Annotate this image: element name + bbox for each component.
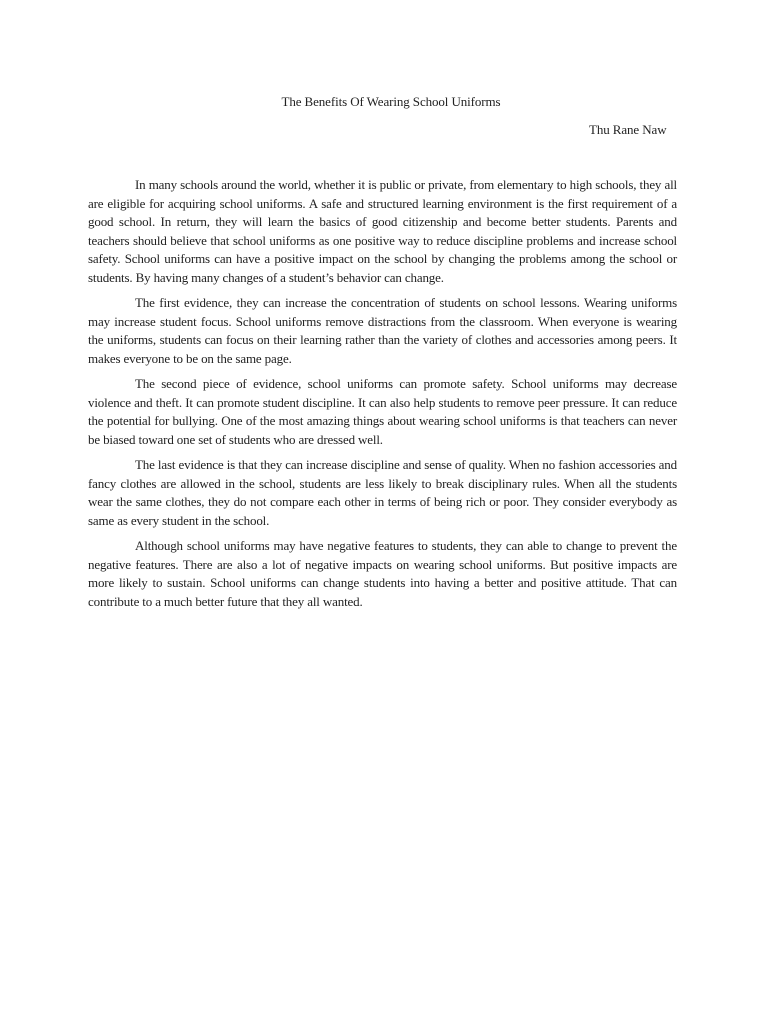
- paragraph-concentration: The first evidence, they can increase the concentration of students on school lessons. Wearing uniforms may increase student focus. School uniforms remove distractions from the classroom. When everyone is wearing the uniforms, students can focus on their learning rather than the variety of clothes and accessories among peers. It makes everyone to be on the same page.: [88, 295, 677, 366]
- paragraph-discipline: The last evidence is that they can increase discipline and sense of quality. When no fashion accessories and fancy clothes are allowed in the school, students are less likely to break disciplinary rules. When all the students wear the same clothes, they do not compare each other in terms of being rich or poor. They consider everybody as same as every student in the school.: [88, 457, 677, 528]
- paragraph-conclusion: Although school uniforms may have negative features to students, they can able to change to prevent the negative features. There are also a lot of negative impacts on wearing school uniforms. But positive impacts are more likely to sustain. School uniforms can change students into having a better and positive attitude. That can contribute to a much better future that they all wanted.: [88, 538, 677, 609]
- document-body: [88, 176, 677, 618]
- document-author: Thu Rane Naw: [589, 122, 667, 137]
- paragraph-safety: The second piece of evidence, school uniforms can promote safety. School uniforms may decrease violence and theft. It can promote student discipline. It can also help students to remove peer pressure. It can reduce the potential for bullying. One of the most amazing things about wearing school uniforms is that teachers can never be biased toward one set of students who are dressed well.: [88, 376, 677, 447]
- document-title: The Benefits Of Wearing School Uniforms: [281, 94, 501, 109]
- paragraph-introduction: In many schools around the world, whether it is public or private, from elementary to high schools, they all are eligible for acquiring school uniforms. A safe and structured learning environment is the first requirement of a good school. In return, they will learn the basics of good citizenship and become better students. Parents and teachers should believe that school uniforms as one positive way to reduce discipline problems and increase school safety. School uniforms can have a positive impact on the school by changing the problems among the school or students. By having many changes of a student’s behavior can change.: [88, 177, 677, 285]
